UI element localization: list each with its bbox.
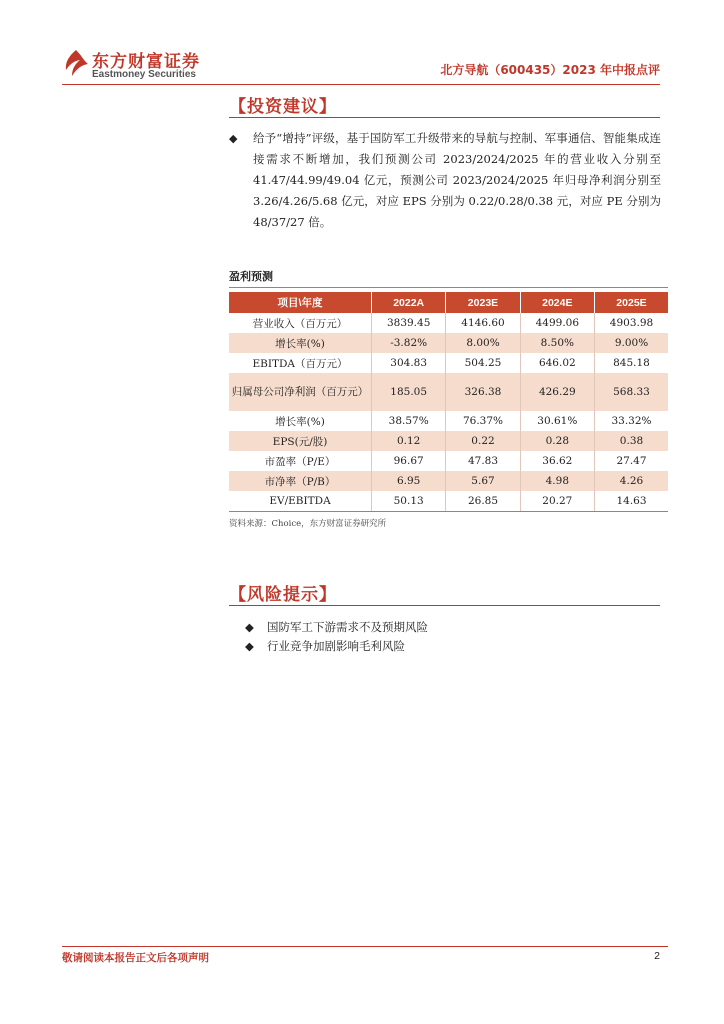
table-cell: 504.25 <box>446 353 520 373</box>
table-cell: 0.38 <box>594 431 668 451</box>
table-cell: 185.05 <box>372 373 446 411</box>
row-label: 增长率(%) <box>229 411 372 431</box>
table-cell: 0.22 <box>446 431 520 451</box>
table-cell: 9.00% <box>594 333 668 353</box>
diamond-bullet-icon: ◆ <box>245 639 254 653</box>
table-cell: 14.63 <box>594 491 668 512</box>
table-cell: 0.12 <box>372 431 446 451</box>
table-cell: 50.13 <box>372 491 446 512</box>
row-label: EPS(元/股) <box>229 431 372 451</box>
table-cell: 4.26 <box>594 471 668 491</box>
table-cell: 36.62 <box>520 451 594 471</box>
row-label: EBITDA（百万元） <box>229 353 372 373</box>
risk-item <box>245 638 405 654</box>
table-cell: 96.67 <box>372 451 446 471</box>
table-source-note: 资料来源：Choice，东方财富证券研究所 <box>229 519 387 529</box>
risk-item-text: 行业竞争加剧影响毛利风险 <box>267 639 405 653</box>
disclaimer-note: 敬请阅读本报告正文后各项声明 <box>62 952 209 964</box>
row-label: 营业收入（百万元） <box>229 313 372 333</box>
eastmoney-logo-icon <box>62 48 90 78</box>
table-row <box>229 451 668 471</box>
table-cell: 426.29 <box>520 373 594 411</box>
table-row <box>229 353 668 373</box>
table-row <box>229 333 668 353</box>
table-cell: 27.47 <box>616 455 647 467</box>
earnings-forecast-table <box>229 292 668 512</box>
investment-section-divider <box>229 117 660 118</box>
brand-name-cn: 东方财富证券 <box>92 52 200 72</box>
table-cell: 26.85 <box>446 491 520 512</box>
table-header-cell: 2022A <box>372 292 446 313</box>
table-cell: 568.33 <box>594 373 668 411</box>
page-number: 2 <box>654 950 660 962</box>
table-cell: 38.57% <box>372 411 446 431</box>
row-label: EV/EBITDA <box>229 491 372 512</box>
investment-paragraph: 给予“增持”评级，基于国防军工升级带来的导航与控制、军事通信、智能集成连接需求不断增加，我们预测公司 2023/2024/2025 年的营业收入分别至 41.47/44.99/49.04 亿元，预测公司 2023/2024/2025 年归母净利润分别至 3.26/4.26/5.68 亿元，对应 EPS 分别为 0.22/0.28/0.38 元，对应 PE 分别为 48/37/27 倍。 <box>253 131 661 229</box>
table-cell: 33.32% <box>611 415 652 427</box>
row-label: 市净率（P/B） <box>229 471 372 491</box>
table-cell: 8.00% <box>446 333 520 353</box>
table-header-cell: 2023E <box>446 292 520 313</box>
footer-divider <box>62 946 668 947</box>
table-cell: 4146.60 <box>446 313 520 333</box>
caption-divider <box>229 287 668 288</box>
table-row <box>229 411 668 431</box>
table-cell: 304.83 <box>372 353 446 373</box>
risk-item-text: 国防军工下游需求不及预期风险 <box>267 620 428 634</box>
table-cell: 845.18 <box>613 357 650 369</box>
table-cell: 6.95 <box>372 471 446 491</box>
diamond-bullet-icon: ◆ <box>229 132 238 145</box>
row-label: 市盈率（P/E） <box>229 451 372 471</box>
table-row <box>229 491 668 512</box>
table-row <box>229 471 668 491</box>
table-row <box>229 373 668 411</box>
table-row <box>229 313 668 333</box>
table-cell: 646.02 <box>520 353 594 373</box>
table-cell: 3839.45 <box>372 313 446 333</box>
investment-section-title: 【投资建议】 <box>229 97 337 117</box>
table-row <box>229 431 668 451</box>
row-label: 归属母公司净利润（百万元） <box>229 373 372 411</box>
table-header-row <box>229 292 668 313</box>
table-cell: 4.98 <box>520 471 594 491</box>
header-divider <box>62 84 660 85</box>
table-cell: 4499.06 <box>520 313 594 333</box>
table-cell: 30.61% <box>520 411 594 431</box>
table-cell: 4903.98 <box>609 317 654 329</box>
table-cell: -3.82% <box>372 333 446 353</box>
table-cell: 5.67 <box>446 471 520 491</box>
risk-section-divider <box>229 605 660 606</box>
table-cell: 8.50% <box>520 333 594 353</box>
risk-section-title: 【风险提示】 <box>229 585 337 605</box>
table-cell: 20.27 <box>520 491 594 512</box>
table-cell: 76.37% <box>446 411 520 431</box>
table-cell: 326.38 <box>446 373 520 411</box>
brand-logo <box>62 44 222 86</box>
table-header-cell: 2024E <box>520 292 594 313</box>
table-header-cell: 2025E <box>594 292 668 313</box>
table-header-cell: 项目\年度 <box>229 292 372 313</box>
table-cell: 47.83 <box>446 451 520 471</box>
table-cell: 0.28 <box>520 431 594 451</box>
row-label: 增长率(%) <box>229 333 372 353</box>
diamond-bullet-icon: ◆ <box>245 620 254 634</box>
brand-name-en: Eastmoney Securities <box>92 69 196 80</box>
table-caption: 盈利预测 <box>229 270 273 283</box>
report-title: 北方导航（600435）2023 年中报点评 <box>440 63 660 77</box>
risk-item <box>245 619 428 635</box>
